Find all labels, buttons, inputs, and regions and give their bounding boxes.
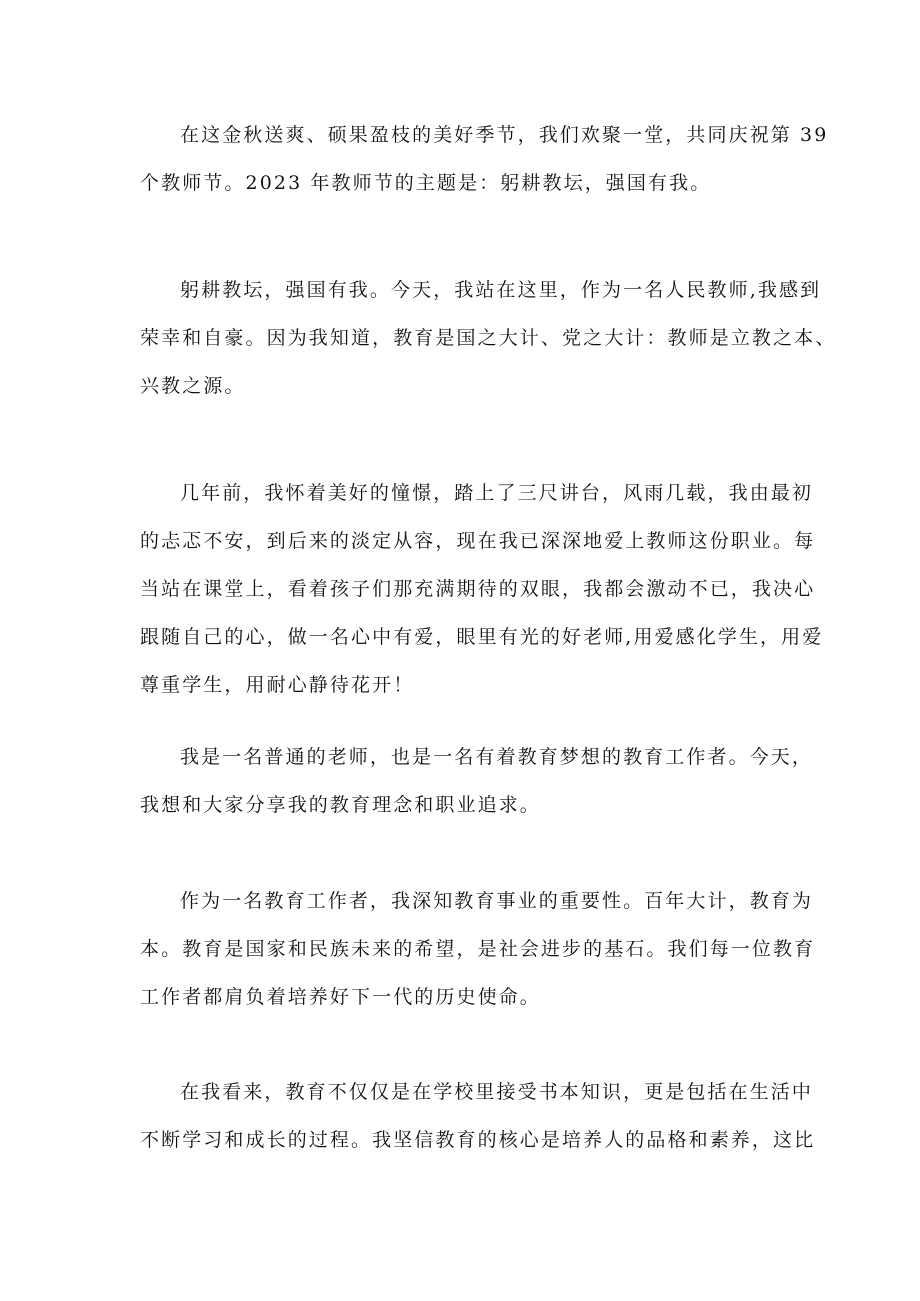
paragraph [140,733,814,829]
text-line: 的忐忑不安，到后来的淡定从容，现在我已深深地爱上教师这份职业。每 [140,530,816,552]
text-line: 兴教之源。 [140,375,246,397]
text-line: 我想和大家分享我的教育理念和职业追求。 [140,794,541,816]
text-line: 在我看来，教育不仅仅是在学校里接受书本知识，更是包括在生活中 [180,1081,814,1103]
paragraph [140,469,824,709]
text-line: 不断学习和成长的过程。我坚信教育的核心是培养人的品格和素养，这比 [140,1129,816,1151]
text-line: 尊重学生，用耐心静待花开！ [140,674,415,696]
text-line: 在这金秋送爽、硕果盈枝的美好季节，我们欢聚一堂，共同庆祝第 39 [180,124,829,146]
paragraph [140,1068,816,1164]
paragraph [140,266,837,410]
text-line: 当站在课堂上，看着孩子们那充满期待的双眼，我都会激动不已，我决心 [140,578,816,600]
text-line: 躬耕教坛，强国有我。今天，我站在这里，作为一名人民教师,我感到 [180,279,822,301]
text-line: 荣幸和自豪。因为我知道，教育是国之大计、党之大计：教师是立教之本、 [140,327,837,349]
text-line: 个教师节。2023 年教师节的主题是：躬耕教坛，强国有我。 [140,172,712,194]
text-line: 几年前，我怀着美好的憧憬，踏上了三尺讲台，风雨几载，我由最初 [180,482,814,504]
text-line: 作为一名教育工作者，我深知教育事业的重要性。百年大计，教育为 [180,890,814,912]
paragraph [140,111,829,207]
text-line: 本。教育是国家和民族未来的希望，是社会进步的基石。我们每一位教育 [140,938,816,960]
text-line: 我是一名普通的老师，也是一名有着教育梦想的教育工作者。今天， [180,746,814,768]
text-line: 跟随自己的心，做一名心中有爱，眼里有光的好老师,用爱感化学生，用爱 [140,626,824,648]
text-line: 工作者都肩负着培养好下一代的历史使命。 [140,986,541,1008]
paragraph [140,877,816,1021]
